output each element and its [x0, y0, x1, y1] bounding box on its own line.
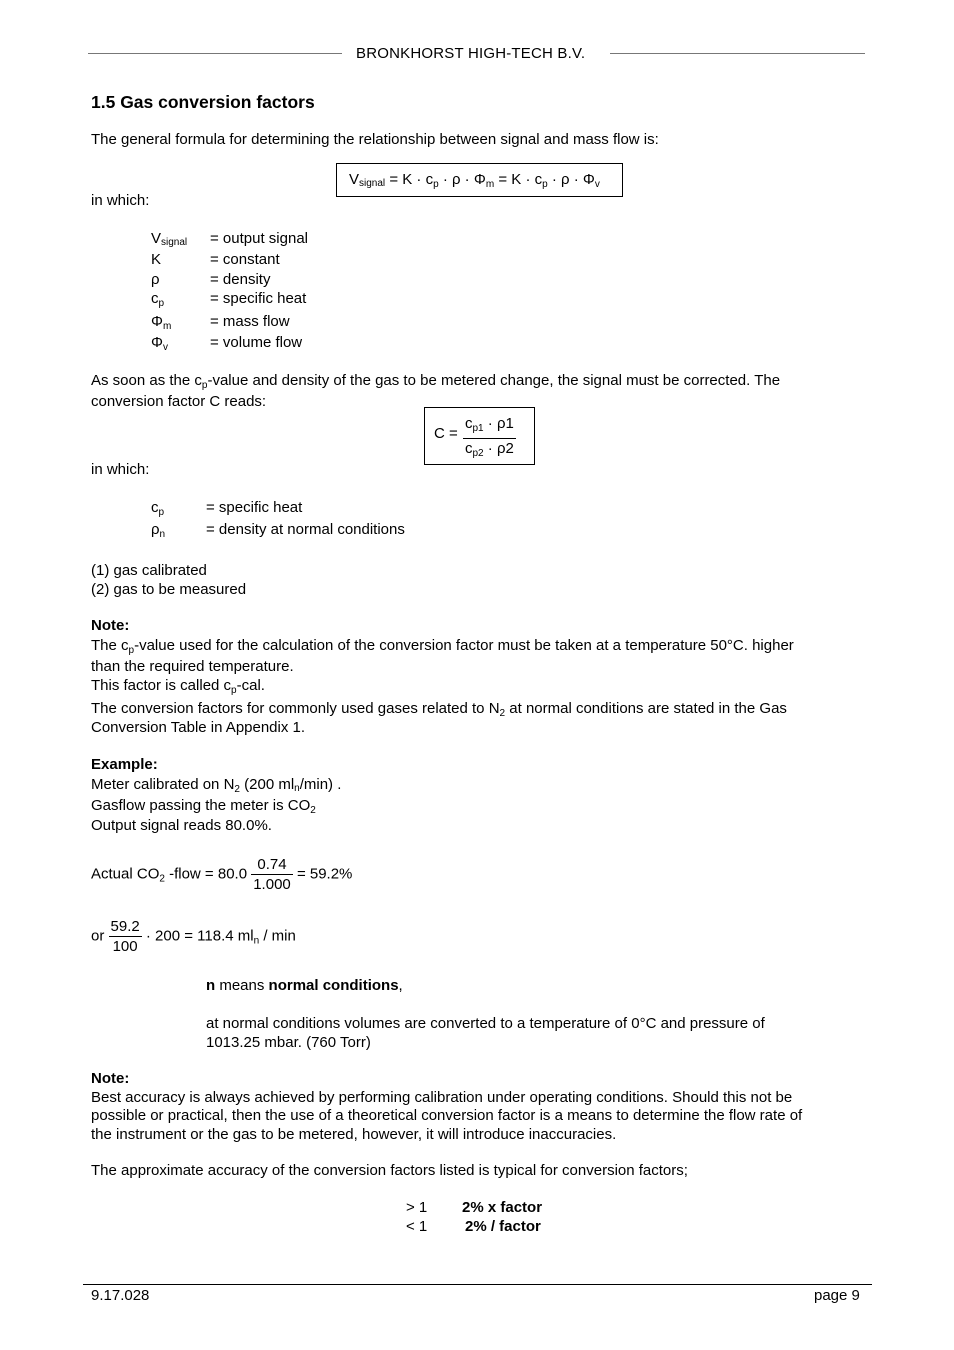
example-line: Meter calibrated on $N_2$ (200 $ml_n/\min$) . [91, 776, 342, 795]
definition-meaning: = density at normal conditions [206, 521, 405, 538]
definition-meaning: = specific heat [206, 499, 303, 516]
definition-row: ρ [151, 271, 160, 288]
note-heading: Note: [91, 617, 130, 634]
definition-row: $c_p$ [151, 290, 165, 309]
definition-meaning: = density [210, 271, 271, 288]
formula-signal-box [336, 163, 623, 197]
note-line: than the required temperature. [91, 658, 294, 675]
header-company: BRONKHORST HIGH-TECH B.V. [356, 45, 586, 62]
note-line: the instrument or the gas to be metered, however, it will introduce inaccuracies. [91, 1126, 617, 1143]
formula-conversion-lhs: C = [434, 425, 458, 442]
definition-meaning: = output signal [210, 230, 308, 247]
intro-text: The general formula for determining the relationship between signal and mass flow is: [91, 131, 659, 148]
note-line: This factor is called $c_p$-cal. [91, 677, 265, 696]
accuracy-value: 2% / factor [465, 1218, 541, 1235]
definition-row: $\Phi_m$ [151, 313, 172, 332]
definition-row: $c_p$ [151, 499, 165, 518]
formula-conversion-fraction: $\frac{c_{p1} \cdot \rho 1}{c_{p2} \cdot \rho 2}$ [465, 415, 514, 459]
in-which-label: in which: [91, 192, 150, 209]
footer-rule [83, 1284, 872, 1285]
formula-conversion-box [424, 407, 535, 465]
section-title: 1.5 Gas conversion factors [91, 92, 315, 112]
example-line: Gasflow passing the meter is $CO_2$ [91, 797, 316, 816]
legend-line-2: (2) gas to be measured [91, 581, 247, 598]
normal-conditions-line: 1013.25 mbar. (760 Torr) [206, 1034, 371, 1051]
definition-row: $\rho_n$ [151, 521, 166, 540]
accuracy-condition: < 1 [406, 1218, 428, 1235]
footer-page-number: page 9 [814, 1287, 860, 1304]
accuracy-value: 2% x factor [462, 1199, 543, 1216]
calculation-volume: or $\frac{59.2}{100}$ · 200 = 118.4 $ml_n$ / min [91, 918, 296, 955]
example-line: Output signal reads 80.0%. [91, 817, 272, 834]
correction-line-2: conversion factor C reads: [91, 393, 267, 410]
note-line: possible or practical, then the use of a theoretical conversion factor is a means to determine the flow rate of [91, 1107, 803, 1124]
note-line: Best accuracy is always achieved by performing calibration under operating conditions. Should this not be [91, 1089, 793, 1106]
header-rule-right [610, 53, 865, 54]
definition-meaning: = mass flow [210, 313, 290, 330]
correction-line-1: As soon as the $c_p$-value and density of the gas to be metered change, the signal must be corrected. The [91, 372, 781, 391]
definition-row: K [151, 251, 162, 268]
header-rule-left [88, 53, 342, 54]
example-heading: Example: [91, 756, 158, 773]
approx-accuracy-text: The approximate accuracy of the conversion factors listed is typical for conversion factors; [91, 1162, 688, 1179]
note-line: Conversion Table in Appendix 1. [91, 719, 306, 736]
note-line: The conversion factors for commonly used gases related to $N_2$ at normal conditions are stated in the Gas [91, 700, 787, 719]
definition-row: $\Phi_v$ [151, 334, 168, 353]
in-which-label-2: in which: [91, 461, 150, 478]
note-line: The $c_p$-value used for the calculation of the conversion factor must be taken at a temperature 50°C. higher [91, 637, 794, 656]
definition-meaning: = constant [210, 251, 280, 268]
footer-doc-number: 9.17.028 [91, 1287, 150, 1304]
legend-line-1: (1) gas calibrated [91, 562, 207, 579]
accuracy-condition: > 1 [406, 1199, 428, 1216]
calculation-flow: Actual $CO_2$ -flow = 80.0 $\frac{0.74}{1.000}$ = 59.2% [91, 856, 353, 893]
normal-conditions-line: at normal conditions volumes are converted to a temperature of 0°C and pressure of [206, 1015, 765, 1032]
normal-conditions-definition: n means normal conditions, [206, 977, 403, 994]
definition-meaning: = volume flow [210, 334, 303, 351]
definition-meaning: = specific heat [210, 290, 307, 307]
note-heading: Note: [91, 1070, 130, 1087]
definition-row: $V_{signal}$ [151, 230, 188, 248]
formula-signal: $V_{signal} = K \cdot c_p \cdot \rho \cdot \Phi_m = K \cdot c_p \cdot \rho \cdot \Phi_v$ [349, 171, 600, 190]
